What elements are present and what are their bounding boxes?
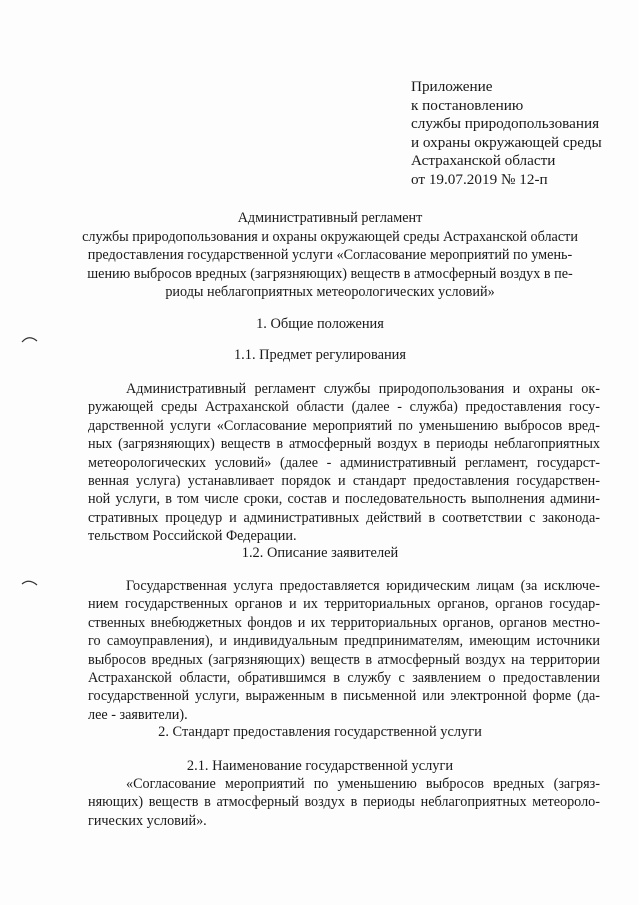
- section-1-1-paragraph: [88, 380, 600, 546]
- title-line: предоставления государственной услуги «Согласование мероприятий по умень-: [87, 247, 573, 264]
- section-1-2-heading: 1.2. Описание заявителей: [241, 545, 399, 561]
- paragraph-line: Астраханской области, обратившимся в службу с заявлением о предоставлении: [88, 670, 600, 687]
- section-2-heading: 2. Стандарт предоставления государственной услуги: [158, 724, 482, 740]
- title-line: Административный регламент: [237, 210, 423, 226]
- paragraph-line: стративных процедур и административных действий в соответствии с законода-: [88, 509, 600, 526]
- paragraph-line: метеорологических условий» (далее - административный регламент, государст-: [88, 454, 600, 471]
- section-1-1-heading: 1.1. Предмет регулирования: [233, 347, 406, 363]
- paragraph-line: государственной услуги, выраженным в письменной или электронной форме (да-: [88, 688, 600, 705]
- appendix-line: службы природопользования: [411, 115, 600, 133]
- paragraph-line: венная услуга) устанавливает порядок и стандарт предоставления государствен-: [88, 473, 600, 490]
- paragraph-line: Административный регламент службы природопользования и охраны ок-: [126, 381, 600, 397]
- appendix-line: от 19.07.2019 № 12-п: [411, 170, 548, 188]
- document-title: [60, 209, 600, 302]
- paragraph-line: ружающей среды Астраханской области (далее - служба) предоставления госу-: [88, 399, 600, 416]
- appendix-line: и охраны окружающей среды: [411, 133, 602, 151]
- scan-mark-icon: [20, 333, 40, 345]
- scan-mark-icon: [20, 576, 40, 588]
- appendix-line: к постановлению: [411, 96, 524, 114]
- paragraph-line: тельством Российской Федерации.: [88, 528, 297, 545]
- paragraph-line: няющих) веществ в атмосферный воздух в периоды неблагоприятных метеороло-: [88, 794, 600, 811]
- section-2-1-heading: 2.1. Наименование государственной услуги: [186, 758, 454, 774]
- paragraph-line: го самоуправления), и индивидуальным предпринимателям, имеющим источники: [88, 633, 600, 650]
- section-1-heading: 1. Общие положения: [256, 316, 384, 332]
- paragraph-line: ной услуги, в том числе сроки, состав и последовательность выполнения админи-: [88, 491, 600, 508]
- paragraph-line: Государственная услуга предоставляется юридическим лицам (за исключе-: [126, 578, 600, 594]
- title-line: шению выбросов вредных (загрязняющих) веществ в атмосферный воздух в пе-: [87, 265, 573, 282]
- paragraph-line: «Согласование мероприятий по уменьшению выбросов вредных (загряз-: [126, 776, 600, 792]
- paragraph-line: гических условий».: [88, 812, 207, 829]
- title-line: риоды неблагоприятных метеорологических условий»: [165, 284, 495, 301]
- paragraph-line: дарственной услуги «Согласование мероприятий по уменьшению выбросов вред-: [88, 417, 600, 434]
- paragraph-line: ных (загрязняющих) веществ в атмосферный воздух в периоды неблагоприятных: [88, 436, 600, 453]
- appendix-line: Приложение: [411, 78, 493, 95]
- paragraph-line: лее - заявители).: [88, 706, 188, 723]
- title-line: службы природопользования и охраны окружающей среды Астраханской области: [82, 228, 578, 245]
- section-1-2-paragraph: [88, 577, 600, 724]
- paragraph-line: выбросов вредных (загрязняющих) веществ в атмосферный воздух на территории: [88, 651, 600, 668]
- appendix-block: [411, 78, 621, 190]
- paragraph-line: ственных внебюджетных фондов и их территориальных органов, органов местно-: [88, 614, 600, 631]
- section-2-1-paragraph: [88, 775, 600, 830]
- appendix-line: Астраханской области: [411, 152, 556, 170]
- paragraph-line: нием государственных органов и их территориальных органов, органов государ-: [88, 596, 600, 613]
